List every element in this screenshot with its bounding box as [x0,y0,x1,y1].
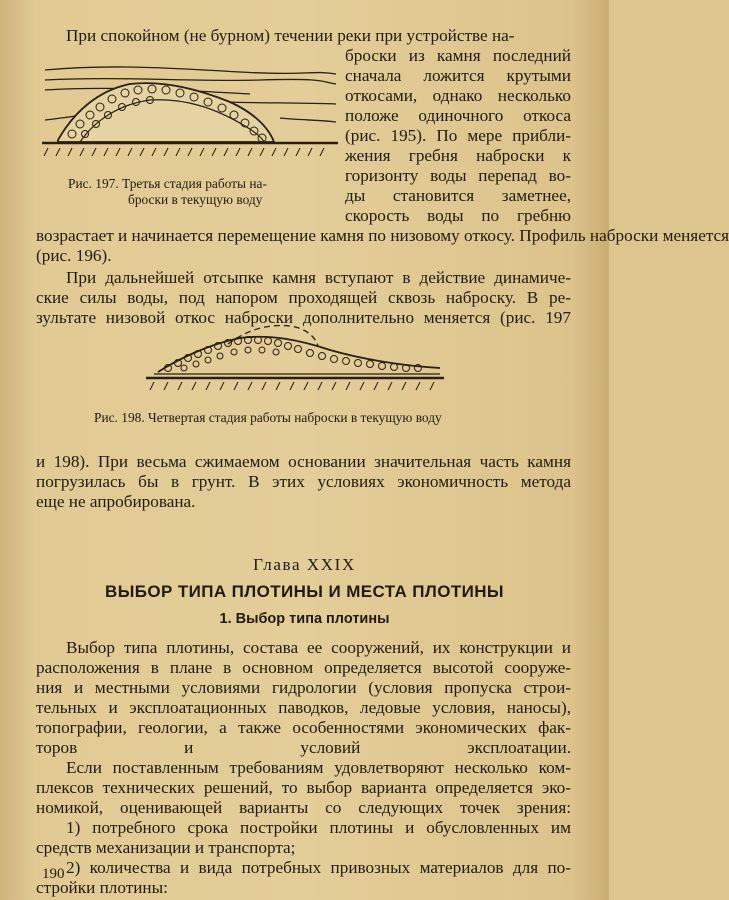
text-line-20: расположения в плане в основном определяется высотой сооруже- [36,658,571,677]
text-line-17: погрузилась бы в грунт. В этих условиях экономичность метода [36,472,571,491]
text-line-29: средств механизации и транспорта; [36,838,296,857]
text-line-21: ния и местными условиями гидрологии (условия пропуска строи- [36,678,571,697]
text-line-11: возрастает и начинается перемещение камня по низовому откосу. Профиль наброски меняется [36,226,729,245]
text-line-4: откосами, однако несколько [345,86,571,105]
section-title: 1. Выбор типа плотины [219,611,390,627]
text-line-2: броски из камня последний [345,46,571,65]
text-line-14: ские силы воды, под напором проходящей сквозь наброску. В ре- [36,288,571,307]
text-line-10: скорость воды по гребню [345,206,571,225]
text-line-9: ды становится заметнее, [345,186,571,205]
text-line-28: 1) потребного срока постройки плотины и обусловленных им [66,818,571,837]
text-line-24: торов и условий эксплоатации. [36,738,571,757]
figure-198-caption: Рис. 198. Четвертая стадия работы наброски в текущую воду [94,410,442,425]
figure-197-caption-line-2: броски в текущую воду [128,192,263,207]
figure-197-caption-line-1: Рис. 197. Третья стадия работы на- [68,176,267,191]
text-line-22: тельных и эксплоатационных паводков, ледовые условия, наносы), [36,698,571,717]
text-line-1: При спокойном (не бурном) течении реки при устройстве на- [66,26,515,45]
text-line-23: топографии, геологии, а также особенностями экономических фак- [36,718,571,737]
page-number: 190 [42,866,65,882]
figure-197-drawing [40,60,340,168]
text-line-19: Выбор типа плотины, состава ее сооружений, их конструкции и [66,638,571,657]
figure-198-drawing [140,316,450,396]
chapter-label: Глава XXIX [253,555,356,574]
text-line-16: и 198). При весьма сжимаемом основании значительная часть камня [36,452,571,471]
text-line-31: стройки плотины: [36,878,168,897]
text-line-26: плексов технических решений, то выбор варианта определяется эко- [36,778,571,797]
chapter-title: ВЫБОР ТИПА ПЛОТИНЫ И МЕСТА ПЛОТИНЫ [105,582,504,601]
text-line-18: еще не апробирована. [36,492,196,511]
text-line-3: сначала ложится крутыми [345,66,571,85]
text-line-13: При дальнейшей отсыпке камня вступают в действие динамиче- [66,268,571,287]
text-line-25: Если поставленным требованиям удовлетворяют несколько ком- [66,758,571,777]
text-line-30: 2) количества и вида потребных привозных материалов для по- [66,858,571,877]
text-line-15: зультате низовой откос наброски дополнительно меняется (рис. 197 [36,308,571,327]
text-line-7: жения гребня наброски к [345,146,571,165]
text-line-6: (рис. 195). По мере прибли- [345,126,571,145]
text-line-8: горизонту воды перепад во- [345,166,571,185]
text-line-27: номикой, оценивающей варианты со следующих точек зрения: [36,798,571,817]
text-line-12: (рис. 196). [36,246,112,265]
text-line-5: положе одиночного откоса [345,106,571,125]
